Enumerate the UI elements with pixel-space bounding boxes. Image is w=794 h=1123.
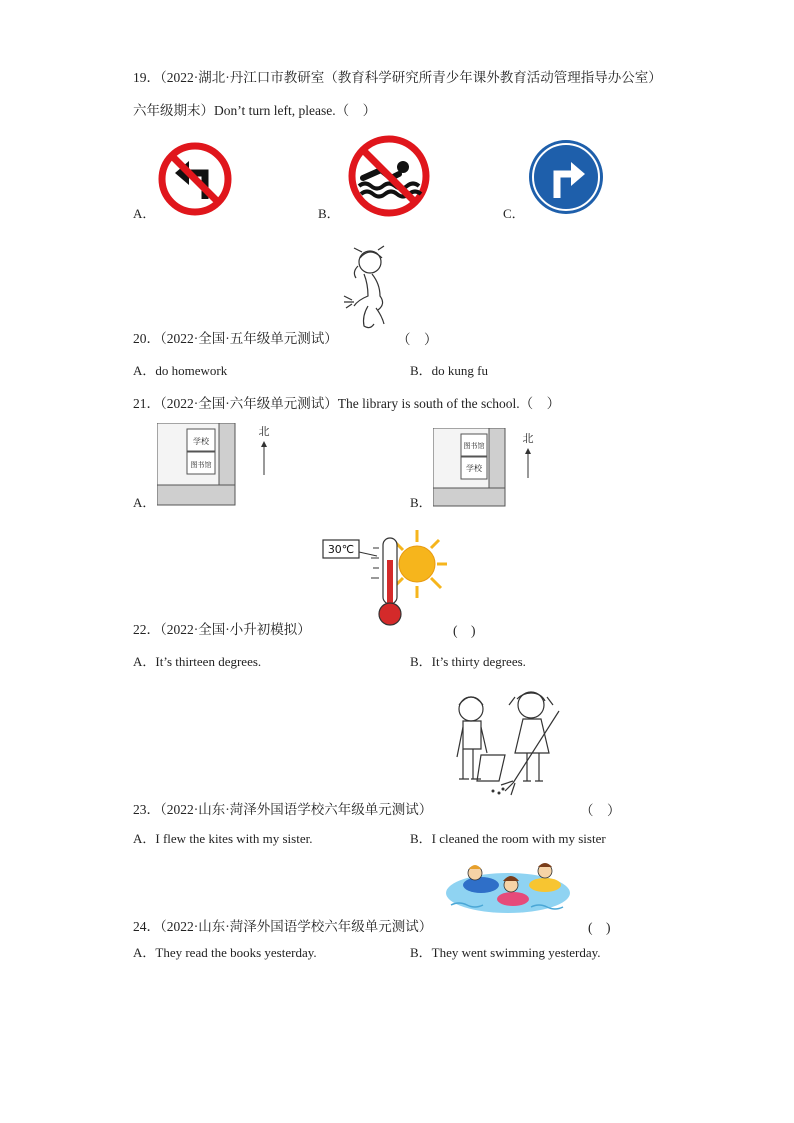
girl-doing-kung-fu-illustration xyxy=(340,244,394,334)
map-a-school-north-of-library xyxy=(157,423,282,507)
kids-cleaning-room-illustration xyxy=(443,683,567,801)
map-a-north-label: 北 xyxy=(258,425,270,438)
q24-stem: 24．（2022·山东·菏泽外国语学校六年级单元测试） xyxy=(133,919,433,934)
q19-stem-line1: 19．（2022·湖北·丹江口市教研室（教育科学研究所青少年课外教育活动管理指导办公室） xyxy=(133,70,662,85)
q21-option-b-label: B． xyxy=(410,495,432,510)
turn-right-sign-icon xyxy=(527,138,605,216)
q22-option-a: A．It’s thirteen degrees. xyxy=(133,654,262,669)
map-b-library-north-of-school xyxy=(433,428,558,508)
q22-answer-paren: ( ) xyxy=(453,623,476,638)
q23-option-b: B．I cleaned the room with my sister xyxy=(410,831,606,846)
map-b-school-label: 学校 xyxy=(466,464,482,473)
q24-answer-paren: ( ) xyxy=(588,920,611,935)
no-left-turn-sign-icon xyxy=(157,141,233,217)
q23-stem: 23．（2022·山东·菏泽外国语学校六年级单元测试） xyxy=(133,802,433,817)
q21-stem: 21．（2022·全国·六年级单元测试）The library is south of the school.（ ） xyxy=(133,396,561,411)
q23-option-a: A．I flew the kites with my sister. xyxy=(133,831,313,846)
kids-swimming-illustration xyxy=(441,855,575,917)
q19-option-b-label: B． xyxy=(318,206,340,221)
q19-option-c-label: C． xyxy=(503,206,525,221)
thermometer-sun-illustration xyxy=(321,526,449,628)
map-a-library-label: 图书馆 xyxy=(190,461,212,469)
q22-option-b: B．It’s thirty degrees. xyxy=(410,654,526,669)
map-a-school-label: 学校 xyxy=(193,437,209,446)
q20-option-a: A．do homework xyxy=(133,363,228,378)
q20-option-b: B．do kung fu xyxy=(410,363,489,378)
q19-option-a-label: A． xyxy=(133,206,156,221)
map-b-library-label: 图书馆 xyxy=(463,442,485,450)
q20-stem: 20．（2022·全国·五年级单元测试） xyxy=(133,331,338,346)
q23-answer-paren: （ ） xyxy=(580,803,621,818)
q21-option-a-label: A． xyxy=(133,495,156,510)
q22-stem: 22．（2022·全国·小升初模拟） xyxy=(133,622,311,637)
q20-answer-paren: （ ） xyxy=(397,332,438,347)
no-swimming-sign-icon xyxy=(347,134,431,218)
q24-option-a: A．They read the books yesterday. xyxy=(133,945,317,960)
map-b-north-label: 北 xyxy=(522,432,534,445)
q24-option-b: B．They went swimming yesterday. xyxy=(410,945,601,960)
temperature-label: 30℃ xyxy=(327,543,355,556)
q19-stem-line2: 六年级期末）Don’t turn left, please.（ ） xyxy=(133,103,377,118)
